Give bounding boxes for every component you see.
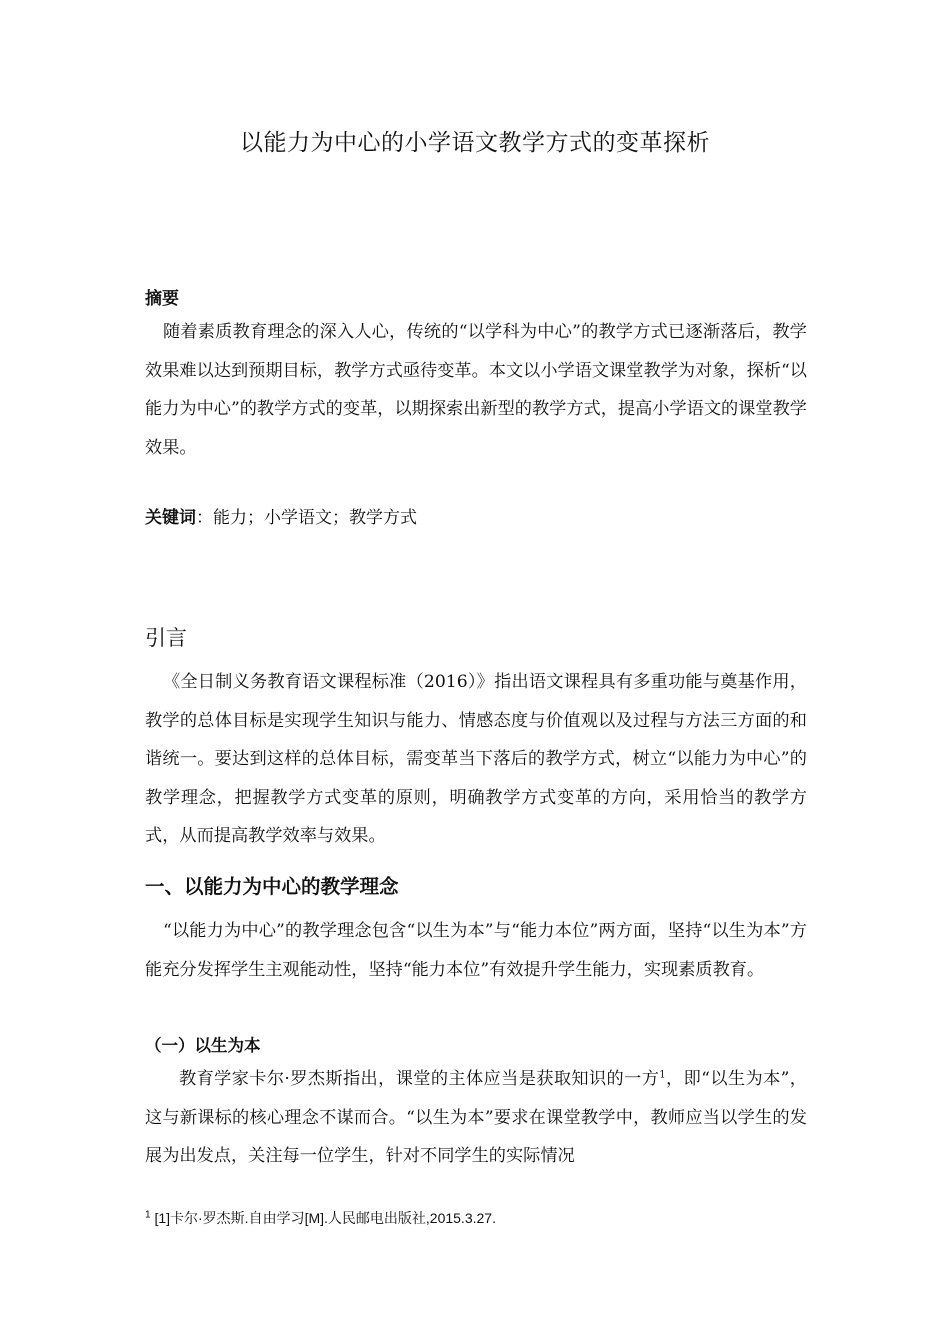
introduction-heading: 引言 <box>145 626 187 650</box>
section-1-text: “以能力为中心”的教学理念包含“以生为本”与“能力本位”两方面，坚持“以生为本”方能充分发挥学生主观能动性，坚持“能力本位”有效提升学生能力，实现素质教育。 <box>145 921 807 980</box>
subsection-1-body <box>145 1060 807 1176</box>
paper-title: 以能力为中心的小学语文教学方式的变革探析 <box>240 130 710 156</box>
subsection-1-text-after-note: ，即“以生为本”，这与新课标的核心理念不谋而合。“以生为本”要求在课堂教学中，教师应当以学生的发展为出发点，关注每一位学生，针对不同学生的实际情况 <box>145 1069 807 1167</box>
introduction-text: 《全日制义务教育语文课程标准（2016）》指出语文课程具有多重功能与奠基作用，教学的总体目标是实现学生知识与能力、情感态度与价值观以及过程与方法三方面的和谐统一。要达到这样的总体目标，需变革当下落后的教学方式，树立“以能力为中心”的教学理念，把握教学方式变革的原则，明确教学方式变革的方向，采用恰当的教学方式，从而提高教学效率与效果。 <box>145 672 807 847</box>
footnote <box>145 1208 807 1228</box>
keywords-line <box>145 503 807 528</box>
subsection-1-text-before-note: 教育学家卡尔·罗杰斯指出，课堂的主体应当是获取知识的一方 <box>179 1069 660 1089</box>
introduction-body <box>145 663 807 856</box>
subsection-1-text <box>145 1060 807 1176</box>
footnote-text: [1]卡尔·罗杰斯.自由学习[M].人民邮电出版社,2015.3.27. <box>154 1210 496 1226</box>
abstract-label: 摘要 <box>145 289 179 309</box>
footnote-mark: 1 <box>145 1209 151 1221</box>
footnote-reference[interactable]: 1 <box>659 1069 666 1081</box>
section-1-heading: 一、以能力为中心的教学理念 <box>145 875 399 898</box>
abstract-text: 随着素质教育理念的深入人心，传统的“以学科为中心”的教学方式已逐渐落后，教学效果难以达到预期目标，教学方式亟待变革。本文以小学语文课堂教学为对象，探析“以能力为中心”的教学方式的变革，以期探索出新型的教学方式，提高小学语文的课堂教学效果。 <box>145 322 807 458</box>
section-1-body <box>145 912 807 989</box>
keywords-label: 关键词 <box>145 508 196 528</box>
keywords-text: 能力；小学语文；教学方式 <box>213 508 417 528</box>
keywords-separator: ： <box>196 508 213 528</box>
abstract-body <box>145 313 807 467</box>
subsection-1-heading: （一）以生为本 <box>145 1036 261 1055</box>
